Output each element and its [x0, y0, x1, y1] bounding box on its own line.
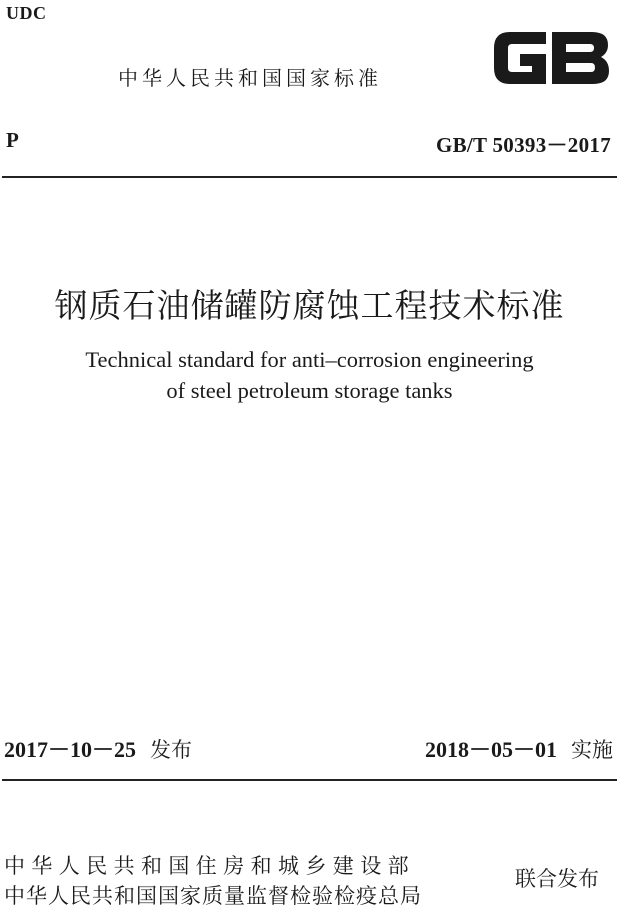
title-english-line-1: Technical standard for anti–corrosion engineering — [85, 347, 534, 372]
title-english — [0, 344, 619, 406]
issue-verb: 发布 — [150, 738, 193, 762]
joint-issue-label: 联合发布 — [515, 867, 599, 891]
standard-number: GB/T 50393－2017 — [435, 133, 611, 157]
dates-row — [4, 733, 613, 764]
national-standard-heading: 中华人民共和国国家标准 — [118, 66, 382, 90]
category-code: P — [6, 128, 19, 152]
issue-date-group — [4, 733, 192, 764]
effective-date: 2018－05－01 — [424, 737, 557, 762]
top-divider — [2, 176, 617, 178]
effective-verb: 实施 — [571, 738, 613, 762]
title-english-line-2: of steel petroleum storage tanks — [166, 378, 453, 403]
issue-date: 2017－10－25 — [4, 737, 137, 762]
udc-label: UDC — [6, 3, 47, 23]
bottom-divider — [2, 779, 617, 781]
gb-logo-icon — [488, 26, 614, 90]
title-chinese: 钢质石油储罐防腐蚀工程技术标准 — [54, 286, 565, 325]
effective-date-group — [425, 733, 613, 764]
publisher-ministry: 中华人民共和国住房和城乡建设部 — [4, 854, 415, 878]
publisher-aqsiq: 中华人民共和国国家质量监督检验检疫总局 — [4, 884, 422, 908]
